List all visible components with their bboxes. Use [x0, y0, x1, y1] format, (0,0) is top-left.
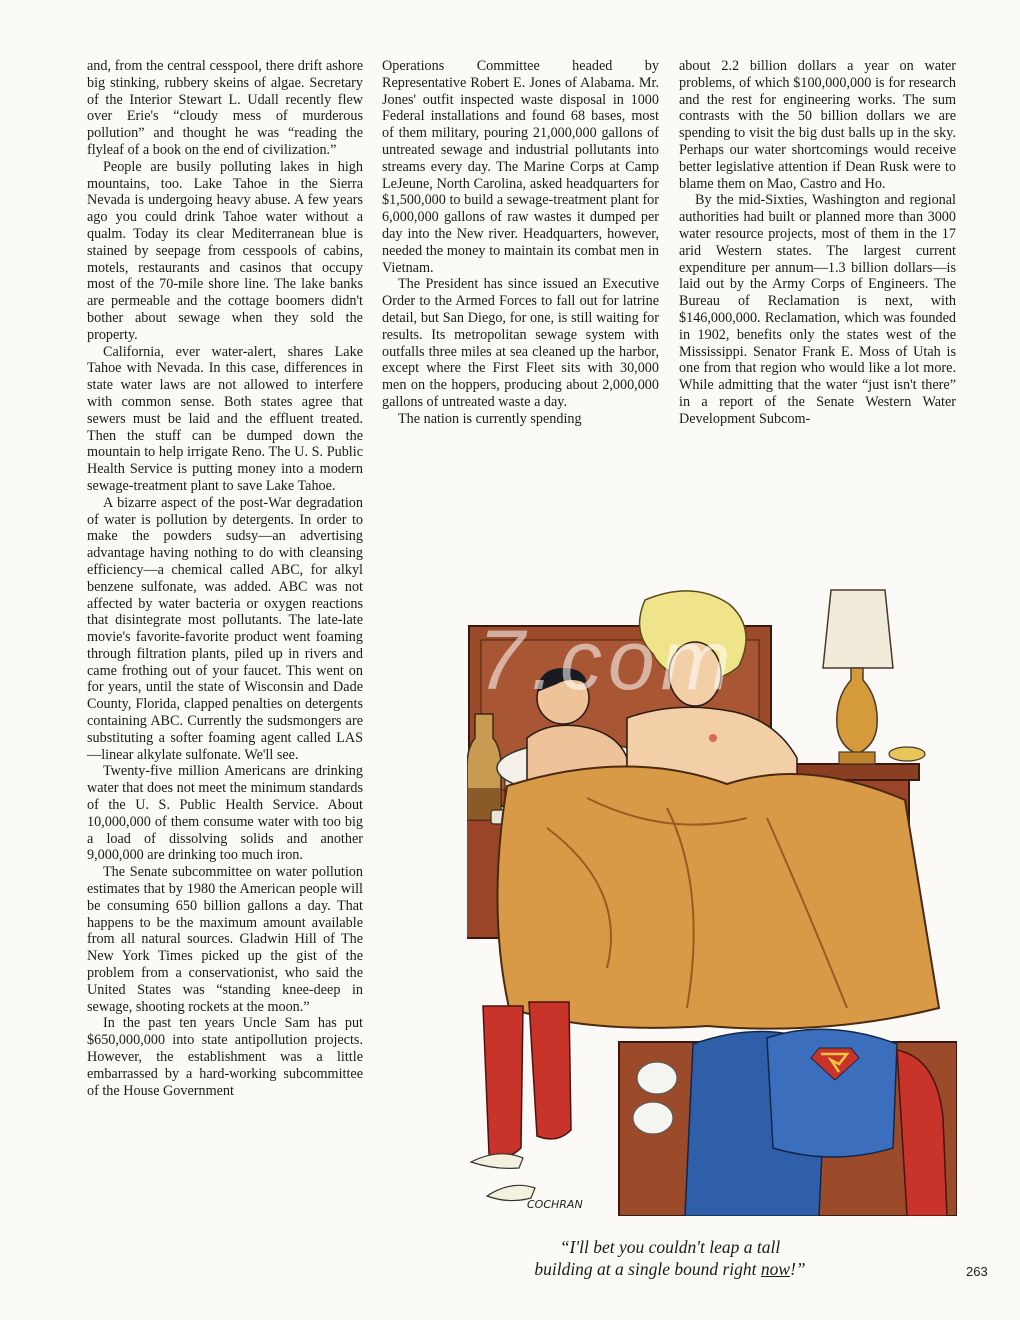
- lamp-shade-icon: [823, 590, 893, 668]
- paragraph: A bizarre aspect of the post-War degradation of water is pollution by detergents. In order to make the powders sudsy—an advertising advantage having nothing to do with cleansing efficiency—a chemical called ABC, for alkyl benzene sulfonate, was added. ABC was not affected by water bacteria or oxygen reactions that disintegrate most pollutants. The late-late movie's favorite-favorite product went foaming through filtration plants, piled up in rivers and came frothing out of your faucet. This went on for years, until the state of Wisconsin and Dade County, Florida, clapped penalties on detergents containing ABC. Currently the sudsmongers are substituting a softer foaming agent called LAS—linear alkylate sulfonate. We'll see.: [87, 494, 363, 763]
- artist-signature: COCHRAN: [527, 1198, 583, 1211]
- page-number: 263: [966, 1264, 988, 1279]
- caption-end: !”: [790, 1259, 806, 1279]
- woman-face: [669, 642, 721, 706]
- text-column-3: [679, 58, 956, 428]
- paragraph: The nation is currently spending: [398, 410, 582, 427]
- boot-icon: [529, 1002, 571, 1139]
- paragraph: California, ever water-alert, shares Lake Tahoe with Nevada. In this case, differences in state water laws are not allowed to interfere with common sense. Both states agree that sewers must be laid and the effluent treated. Then the stuff can be dumped down the mountain to help irrigate Reno. The U. S. Public Health Service is putting money into a modern sewage-treatment plant to save Lake Tahoe.: [87, 343, 363, 494]
- paragraph: The Senate subcommittee on water pollution estimates that by 1980 the American people will be consuming 650 billion gallons a day. That happens to be the maximum amount available from all natural sources. Gladwin Hill of The New York Times picked up the gist of the problem from a conservationist, who said the United States was “standing knee-deep in sewage, shooting rockets at the moon.”: [87, 864, 363, 1015]
- text-column-1: [87, 58, 363, 1099]
- blanket: [497, 766, 939, 1028]
- caption-line-2: building at a single bound right: [534, 1259, 761, 1279]
- caption-emphasis: now: [760, 1259, 791, 1279]
- paragraph: and, from the central cesspool, there drift ashore big stinking, rubbery skeins of algae. Secretary of the Interior Stewart L. Udall recently flew over Erie's “cloudy mess of murderous pollution” and thought he was “reading the flyleaf of a book on the end of civilization.”: [87, 58, 363, 158]
- paragraph: People are busily polluting lakes in high mountains, too. Lake Tahoe in the Sierra Nevada is undergoing heavy abuse. A few years ago you could drink Tahoe water without a qualm. Today its clear Mediterranean blue is stained by seepage from cesspools of cabins, motels, restaurants and casinos that occupy most of the 70-mile shore line. The lake banks are permeable and the cottage boomers didn't bother about sewage when they sold the property.: [87, 158, 363, 343]
- boot-icon: [483, 1006, 523, 1157]
- watermark: 7.com: [478, 613, 737, 707]
- paragraph: In the past ten years Uncle Sam has put $650,000,000 into state antipollution projects. However, the establishment was a little embarrassed by a hard-working subcommittee of the House Government: [87, 1015, 363, 1099]
- paragraph: By the mid-Sixties, Washington and regional authorities had built or planned more than 3000 water resource projects, most of them in the 17 arid Western states. The largest current expenditure per annum—1.3 billion dollars—is laid out by the Army Corps of Engineers. The Bureau of Reclamation is next, with $146,000,000. Reclamation, which was founded in 1902, benefits only the states west of the Mississippi. Senator Frank E. Moss of Utah is one from that region who would like a lot more. While admitting that the water “just isn't there” in a report of the Senate Western Water Development Subcom-: [679, 192, 956, 427]
- paragraph: Operations Committee headed by Representative Robert E. Jones of Alabama. Mr. Jones' outfit inspected waste disposal in 1000 Federal installations and found 68 bases, most of them military, pouring 21,000,000 gallons of untreated sewage and industrial pollutants into streams every day. The Marine Corps at Camp LeJeune, North Carolina, asked headquarters for $1,500,000 to build a sewage-treatment plant for 6,000,000 gallons of raw wastes it dumped per day into the New river. Headquarters, however, needed the money to maintain its combat men in Vietnam.: [382, 58, 659, 276]
- lamp-base-icon: [837, 668, 877, 754]
- paragraph: about 2.2 billion dollars a year on water problems, of which $100,000,000 is for research and the rest for engineering works. The sum contrasts with the 50 billion dollars we are spending to visit the big dust balls up in the sky. Perhaps our water shortcomings would receive better legislative attention if Dean Rusk were to blame them on Mao, Castro and Ho.: [679, 58, 956, 192]
- text-column-2: [382, 58, 659, 428]
- caption-line-1: “I'll bet you couldn't leap a tall: [559, 1237, 781, 1257]
- paragraph: The President has since issued an Executive Order to the Armed Forces to fall out for latrine detail, but San Diego, for one, is still waiting for results. Its metropolitan sewage system with outfalls three miles at sea cleaned up the harbor, except where the First Fleet sits with 30,000 men on the hoppers, producing about 2,000,000 gallons of untreated waste a day.: [382, 276, 659, 410]
- cartoon-illustration: [467, 588, 957, 1216]
- paragraph: Twenty-five million Americans are drinking water that does not meet the minimum standards of the U. S. Public Health Service. About 10,000,000 of them consume water with too big a load of dissolving solids and another 9,000,000 are drinking too much iron.: [87, 763, 363, 864]
- cartoon-caption: [440, 1236, 900, 1280]
